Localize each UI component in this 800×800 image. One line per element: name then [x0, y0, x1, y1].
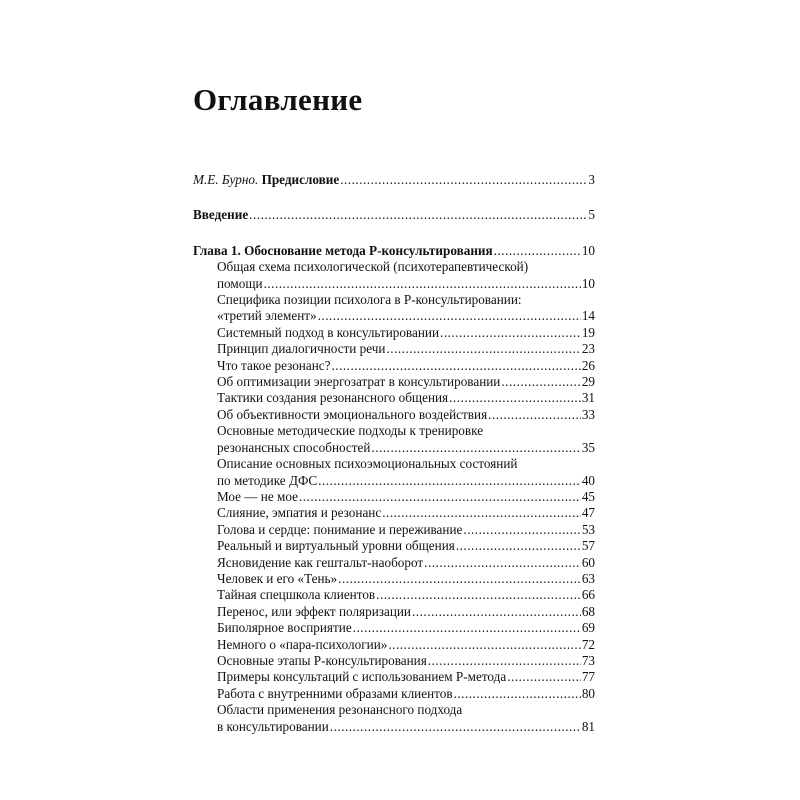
dot-leader	[318, 308, 581, 324]
page-number: 73	[581, 652, 595, 668]
toc-section-item[interactable]	[193, 538, 595, 554]
section-title: Мое — не мое	[217, 488, 298, 504]
dot-leader	[454, 686, 581, 702]
dot-leader	[386, 341, 580, 357]
section-title: Системный подход в консультировании	[217, 324, 440, 340]
toc-section-item[interactable]	[193, 587, 595, 603]
section-title: Примеры консультаций с использованием Р-метода	[217, 669, 507, 685]
page-number: 5	[588, 207, 595, 223]
dot-leader	[376, 587, 581, 603]
dot-leader	[382, 505, 581, 521]
section-title: Слияние, эмпатия и резонанс	[217, 505, 382, 521]
preface-label: Предисловие	[261, 172, 340, 187]
section-title: Области применения резонансного подхода	[217, 702, 463, 718]
page-number: 29	[581, 374, 595, 390]
section-title: Описание основных психоэмоциональных состояний	[217, 456, 518, 472]
toc-section-item[interactable]	[193, 407, 595, 423]
toc-section-item[interactable]	[193, 325, 595, 341]
page-number: 60	[581, 554, 595, 570]
toc-section-item[interactable]	[193, 374, 595, 390]
dot-leader	[353, 620, 581, 636]
introduction-label: Введение	[193, 207, 249, 223]
page-number: 10	[581, 242, 595, 258]
page-number: 31	[581, 390, 595, 406]
toc-section-item[interactable]	[193, 489, 595, 505]
section-title: в консультировании	[217, 718, 329, 734]
chapter-1-sections	[193, 259, 595, 735]
page-number: 47	[581, 505, 595, 521]
toc-section-item[interactable]	[193, 637, 595, 653]
toc-section-item[interactable]	[193, 669, 595, 685]
section-title: резонансных способностей	[217, 439, 371, 455]
dot-leader	[507, 669, 581, 685]
section-title: Человек и его «Тень»	[217, 570, 338, 586]
section-title: помощи	[217, 275, 263, 291]
dot-leader	[331, 358, 580, 374]
section-title: Общая схема психологической (психотерапевтической)	[217, 259, 529, 275]
toc-section-item[interactable]	[193, 423, 595, 456]
toc-entry-preface[interactable]	[193, 172, 595, 188]
dot-leader	[338, 571, 581, 587]
page-number: 10	[581, 275, 595, 291]
table-of-contents	[193, 172, 595, 735]
toc-section-item[interactable]	[193, 358, 595, 374]
page-number: 3	[588, 172, 595, 187]
section-title: Основные этапы Р-консультирования	[217, 652, 427, 668]
section-title: Принцип диалогичности речи	[217, 341, 386, 357]
section-title: Тактики создания резонансного общения	[217, 390, 449, 406]
section-title: по методике ДФС	[217, 472, 318, 488]
toc-section-item[interactable]	[193, 653, 595, 669]
dot-leader	[412, 604, 581, 620]
chapter-label: Глава 1. Обоснование метода Р-консультирования	[193, 242, 493, 258]
section-title: Ясновидение как гештальт-наоборот	[217, 554, 424, 570]
toc-entry-chapter-1[interactable]	[193, 243, 595, 259]
dot-leader	[428, 653, 581, 669]
toc-entry-introduction[interactable]	[193, 207, 595, 223]
dot-leader	[340, 172, 587, 188]
page-number: 69	[581, 620, 595, 636]
page-number: 63	[581, 570, 595, 586]
section-title: Что такое резонанс?	[217, 357, 331, 373]
dot-leader	[488, 407, 581, 423]
page-number: 68	[581, 603, 595, 619]
page-number: 80	[581, 685, 595, 701]
dot-leader	[299, 489, 581, 505]
page-title: Оглавление	[193, 82, 363, 117]
dot-leader	[264, 276, 581, 292]
toc-section-item[interactable]	[193, 456, 595, 489]
toc-section-item[interactable]	[193, 390, 595, 406]
section-title: Реальный и виртуальный уровни общения	[217, 538, 455, 554]
toc-section-item[interactable]	[193, 555, 595, 571]
toc-section-item[interactable]	[193, 620, 595, 636]
dot-leader	[501, 374, 580, 390]
section-title: Основные методические подходы к тренировке	[217, 423, 484, 439]
dot-leader	[318, 473, 581, 489]
toc-section-item[interactable]	[193, 292, 595, 325]
dot-leader	[440, 325, 581, 341]
page-number: 72	[581, 636, 595, 652]
page-number: 19	[581, 324, 595, 340]
section-title: Голова и сердце: понимание и переживание	[217, 521, 463, 537]
page-number: 57	[581, 538, 595, 554]
page-number: 77	[581, 669, 595, 685]
page-number: 33	[581, 406, 595, 422]
section-title: Тайная спецшкола клиентов	[217, 587, 376, 603]
dot-leader	[388, 637, 580, 653]
page-number: 81	[581, 718, 595, 734]
toc-section-item[interactable]	[193, 341, 595, 357]
dot-leader	[449, 390, 581, 406]
page-number: 66	[581, 587, 595, 603]
preface-author: М.Е. Бурно.	[193, 172, 259, 187]
page-number: 35	[581, 439, 595, 455]
toc-section-item[interactable]	[193, 686, 595, 702]
section-title: Работа с внутренними образами клиентов	[217, 685, 453, 701]
toc-section-item[interactable]	[193, 604, 595, 620]
toc-section-item[interactable]	[193, 522, 595, 538]
toc-section-item[interactable]	[193, 571, 595, 587]
section-title: Немного о «пара-психологии»	[217, 636, 388, 652]
section-title: Об объективности эмоционального воздействия	[217, 406, 488, 422]
page-number: 40	[581, 472, 595, 488]
dot-leader	[424, 555, 581, 571]
section-title: Биполярное восприятие	[217, 620, 352, 636]
dot-leader	[456, 538, 581, 554]
page-number: 53	[581, 521, 595, 537]
dot-leader	[249, 207, 587, 223]
toc-section-item[interactable]	[193, 259, 595, 292]
section-title: «третий элемент»	[217, 308, 317, 324]
dot-leader	[330, 719, 581, 735]
dot-leader	[463, 522, 580, 538]
page-number: 26	[581, 357, 595, 373]
section-title: Об оптимизации энергозатрат в консультировании	[217, 374, 501, 390]
toc-section-item[interactable]	[193, 702, 595, 735]
toc-section-item[interactable]	[193, 505, 595, 521]
page-number: 14	[581, 308, 595, 324]
dot-leader	[371, 440, 580, 456]
page-number: 45	[581, 488, 595, 504]
section-title: Перенос, или эффект поляризации	[217, 603, 411, 619]
dot-leader	[494, 243, 581, 259]
page-number: 23	[581, 341, 595, 357]
section-title: Специфика позиции психолога в Р-консультировании:	[217, 292, 522, 308]
